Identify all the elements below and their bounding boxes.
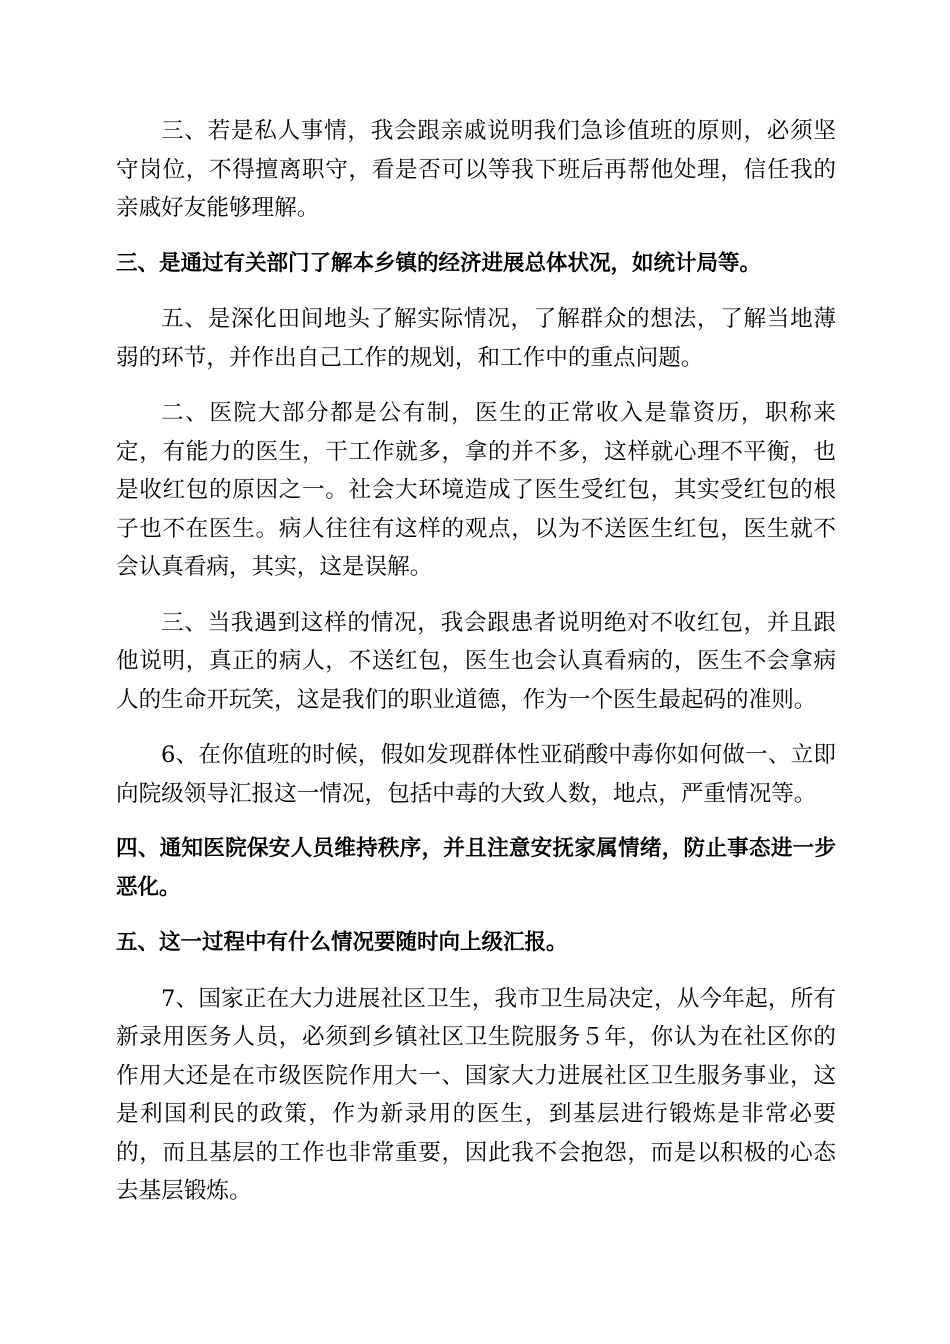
paragraph-6: 6、在你值班的时候，假如发现群体性亚硝酸中毒你如何做一、立即向院级领导汇报这一情况，包括中毒的大致人数，地点，严重情况等。 (116, 742, 836, 807)
paragraph-8-heading: 五、这一过程中有什么情况要随时向上级汇报。 (116, 930, 568, 955)
paragraph-4: 二、医院大部分都是公有制，医生的正常收入是靠资历，职称来定，有能力的医生，干工作就多，拿的并不多，这样就心理不平衡，也是收红包的原因之一。社会大环境造成了医生受红包，其实受红包的根子也不在医生。病人往往有这样的观点，以为不送医生红包，医生就不会认真看病，其实，这是误解。 (116, 400, 836, 580)
paragraph-5: 三、当我遇到这样的情况，我会跟患者说明绝对不收红包，并且跟他说明，真正的病人，不送红包，医生也会认真看病的，医生不会拿病人的生命开玩笑，这是我们的职业道德，作为一个医生最起码的准则。 (116, 609, 836, 713)
paragraph-9: 7、国家正在大力进展社区卫生，我市卫生局决定，从今年起，所有新录用医务人员，必须到乡镇社区卫生院服务５年，你认为在社区你的作用大还是在市级医院作用大一、国家大力进展社区卫生服务事业，这是利国利民的政策，作为新录用的医生，到基层进行锻炼是非常必要的，而且基层的工作也非常重要，因此我不会抱怨，而是以积极的心态去基层锻炼。 (116, 985, 836, 1204)
paragraph-3: 五、是深化田间地头了解实际情况，了解群众的想法，了解当地薄弱的环节，并作出自己工作的规划，和工作中的重点问题。 (116, 306, 836, 371)
document-page (116, 112, 836, 1211)
paragraph-1: 三、若是私人事情，我会跟亲戚说明我们急诊值班的原则，必须坚守岗位，不得擅离职守，看是否可以等我下班后再帮他处理，信任我的亲戚好友能够理解。 (116, 118, 836, 221)
paragraph-7-heading: 四、通知医院保安人员维持秩序，并且注意安抚家属情绪，防止事态进一步恶化。 (116, 836, 836, 900)
paragraph-2-heading: 三、是通过有关部门了解本乡镇的经济进展总体状况，如统计局等。 (116, 250, 762, 276)
